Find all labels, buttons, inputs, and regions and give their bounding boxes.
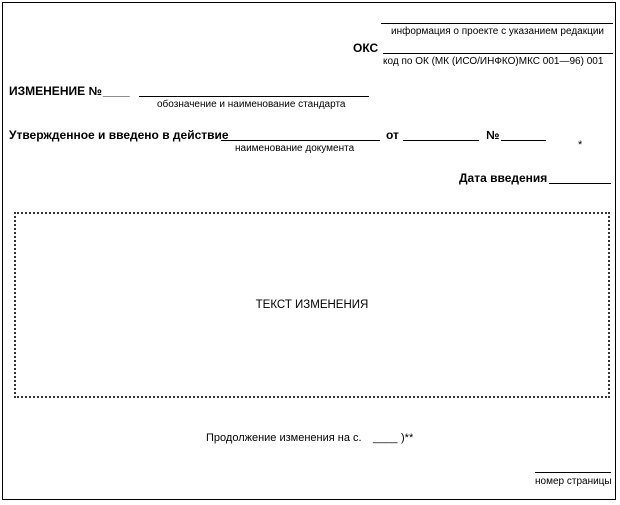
effective-date-line	[549, 183, 611, 184]
change-number-blank: ____	[103, 84, 130, 98]
change-text-placeholder: ТЕКСТ ИЗМЕНЕНИЯ	[255, 299, 369, 311]
change-title: ИЗМЕНЕНИЕ №	[9, 84, 102, 98]
continuation-blank: ____	[373, 432, 398, 444]
doc-number-line	[501, 140, 546, 141]
date-line	[403, 140, 479, 141]
effective-date-label: Дата введения	[459, 171, 548, 185]
project-info-line	[381, 23, 613, 24]
form-page	[2, 2, 616, 500]
project-info-caption: информация о проекте с указанием редакции	[391, 26, 605, 37]
number-label: №	[486, 128, 500, 142]
page-number-caption: номер страницы	[535, 476, 612, 487]
change-text-box	[14, 212, 610, 398]
footnote-mark: *	[578, 139, 583, 151]
document-caption: наименование документа	[235, 143, 355, 154]
standard-line	[139, 96, 369, 97]
oks-code-caption: код по ОК (МК (ИСО/ИНФКО)МКС 001—96) 001	[383, 56, 604, 67]
oks-label: ОКС	[353, 41, 379, 55]
from-label: от	[386, 128, 399, 142]
page-number-line	[535, 472, 611, 473]
continuation-suffix: )**	[401, 432, 414, 444]
standard-caption: обозначение и наименование стандарта	[157, 99, 346, 110]
approved-label: Утвержденное и введено в действие	[9, 128, 229, 142]
continuation-label: Продолжение изменения на с.	[206, 432, 362, 444]
oks-code-line	[383, 53, 613, 54]
document-line	[221, 140, 380, 141]
